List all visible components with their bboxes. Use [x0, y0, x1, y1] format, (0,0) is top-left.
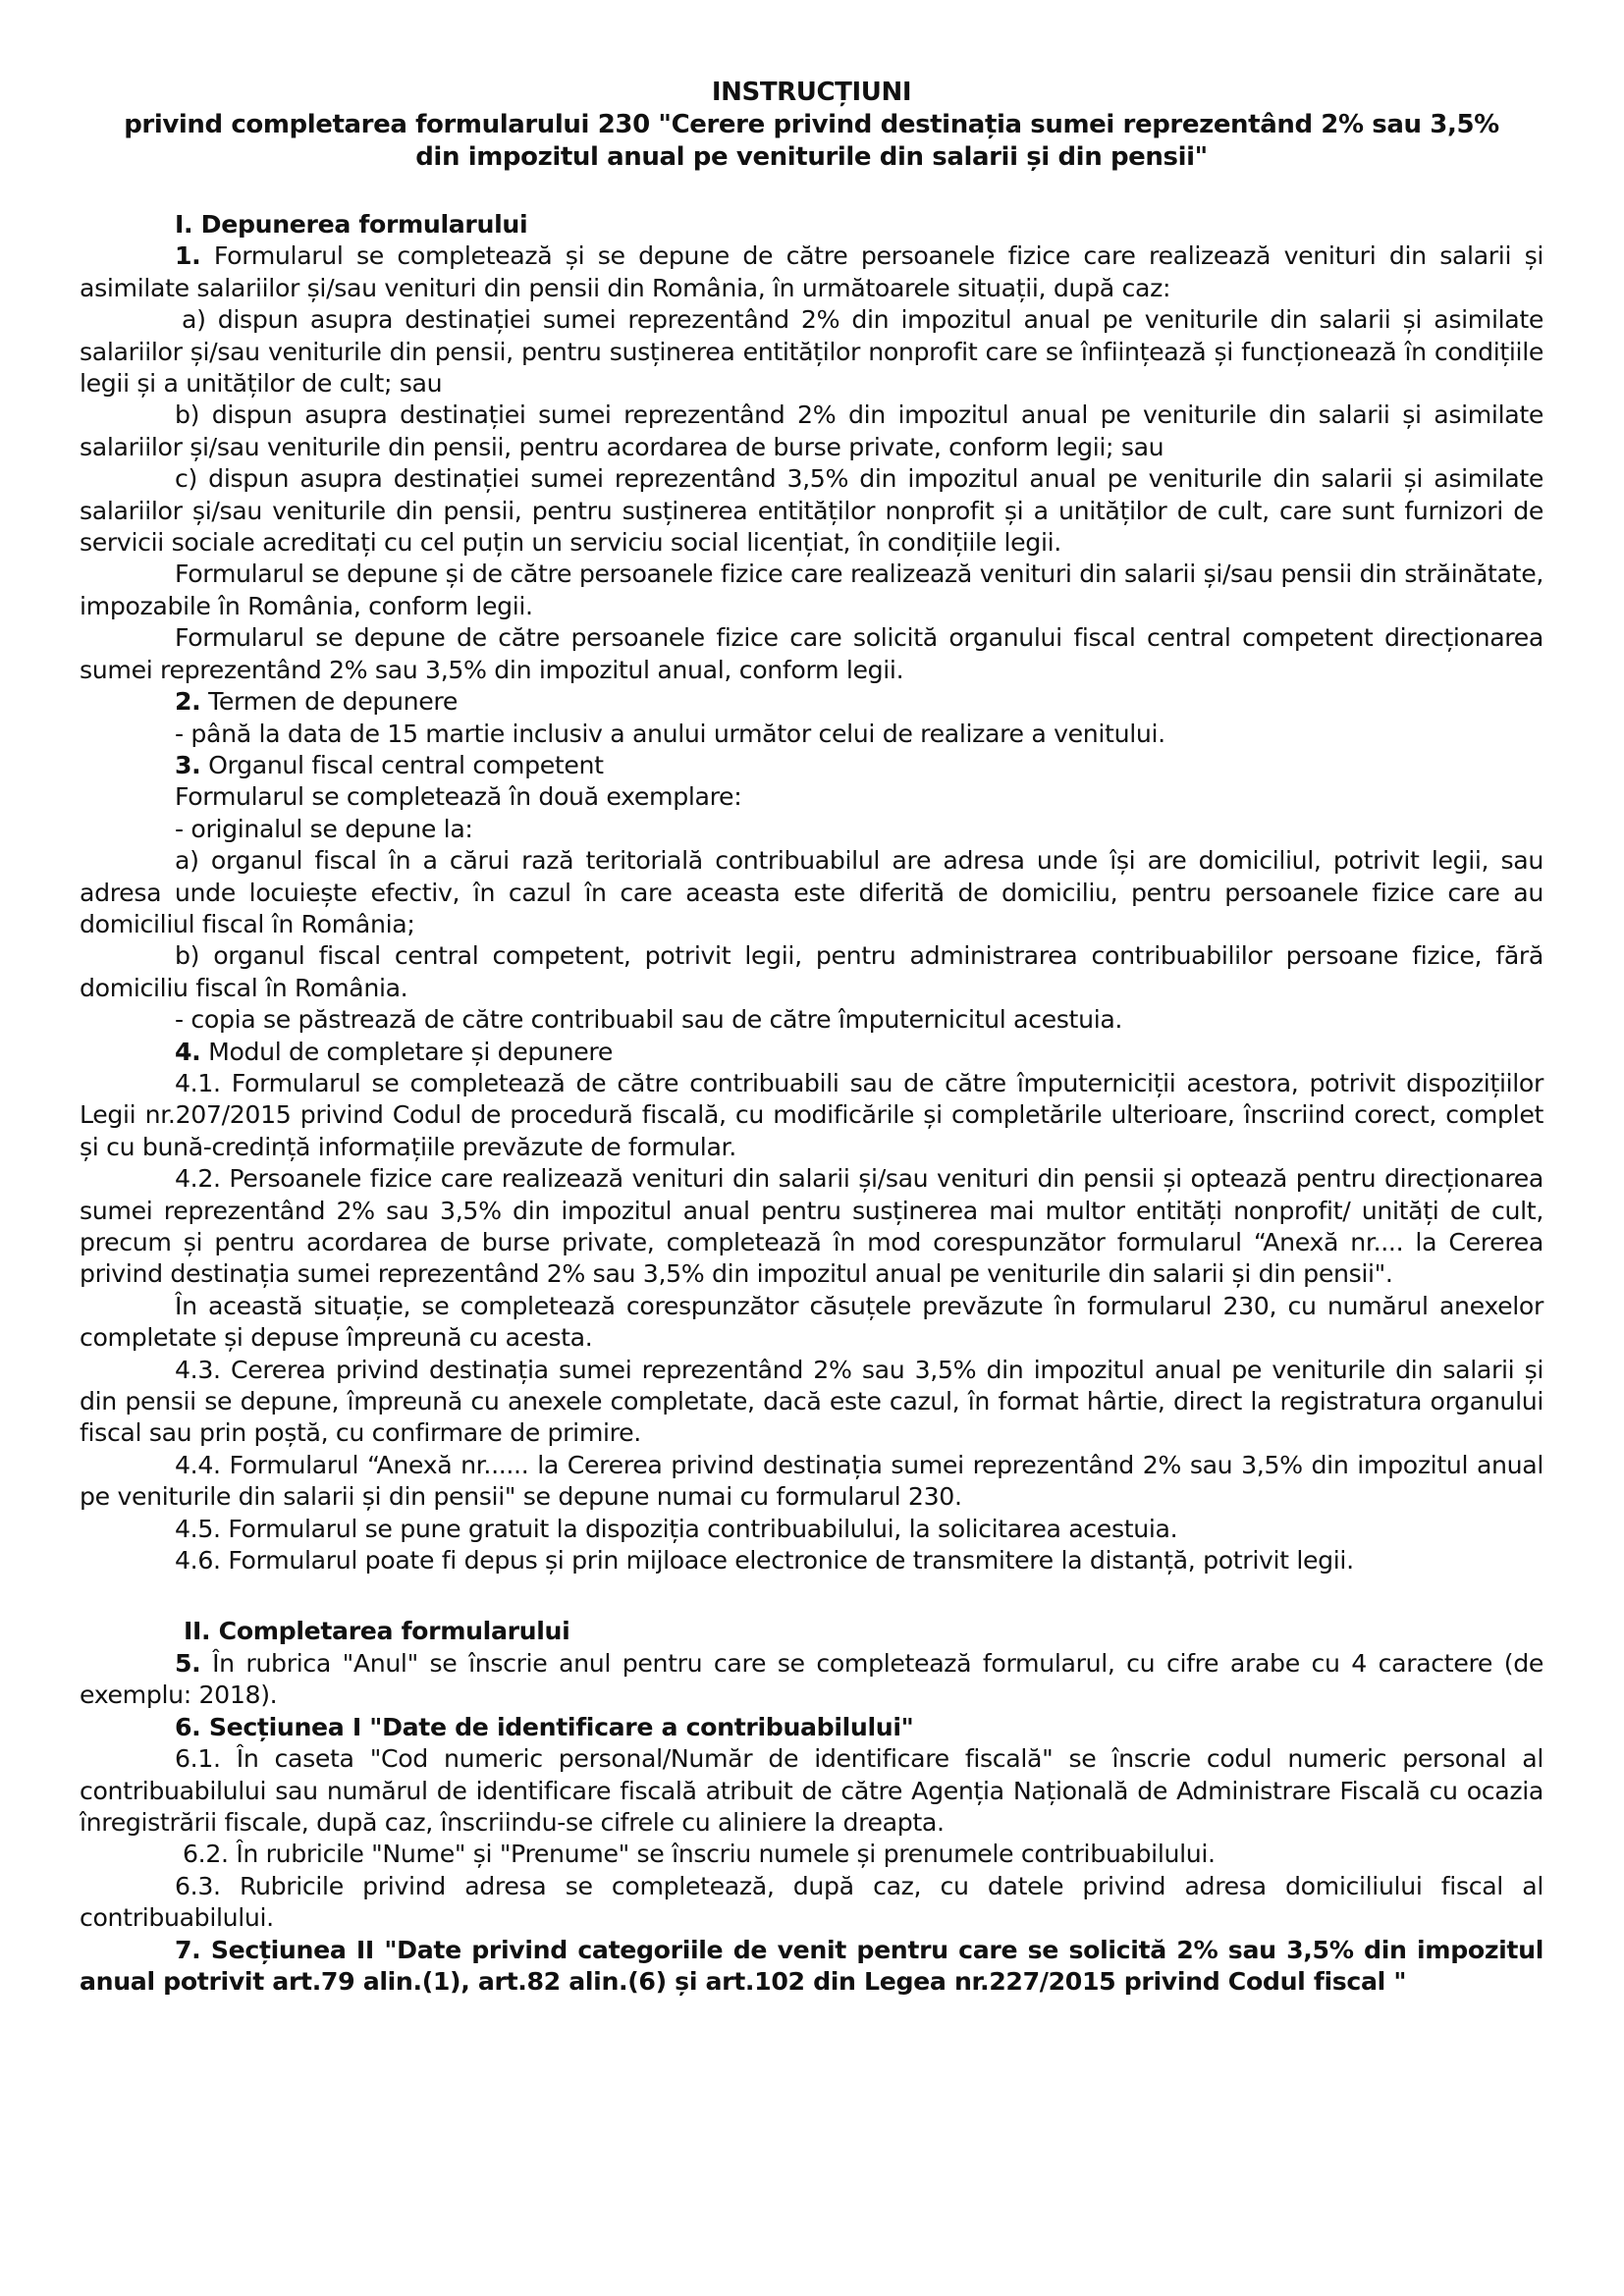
paragraph-4-2: 4.2. Persoanele fizice care realizează venituri din salarii și/sau venituri din pensii și optează pentru direcționarea sumei reprezentând 2% sau 3,5% din impozitul anual pentru susținerea mai multor entități nonprofit/ unități de cult, precum și pentru acordarea de burse private, completează în mod corespunzător formularul “Anexă nr.... la Cererea privind destinația sumei reprezentând 2% sau 3,5% din impozitul anual pe veniturile din salarii și din pensii". [80, 1164, 1543, 1289]
paragraph-7-heading: 7. Secțiunea II "Date privind categoriile de venit pentru care se solicită 2% sau 3,5% din impozitul anual potrivit art.79 alin.(1), art.82 alin.(6) și art.102 din Legea nr.227/2015 privind Codul fiscal " [80, 1935, 1543, 1996]
paragraph-3a: Formularul se completează în două exemplare: [175, 782, 742, 812]
paragraph-6-3: 6.3. Rubricile privind adresa se completează, după caz, cu datele privind adresa domiciliului fiscal al contribuabilului. [80, 1871, 1543, 1933]
paragraph-4-5: 4.5. Formularul se pune gratuit la dispoziția contribuabilului, la solicitarea acestuia. [175, 1514, 1178, 1543]
document-subtitle-line-2: din impozitul anual pe veniturile din salarii și din pensii" [415, 142, 1208, 172]
document-header [80, 77, 1543, 174]
paragraph-4-text: Modul de completare și depunere [200, 1037, 614, 1066]
paragraph-2-number: 2. [175, 687, 201, 717]
paragraph-1c: c) dispun asupra destinației sumei reprezentând 3,5% din impozitul anual pe veniturile din salarii și asimilate salariilor și/sau veniturile din pensii, pentru susținerea entităților nonprofit și a unităților de cult, care sunt furnizori de servicii sociale acreditați cu cel puțin un serviciu social licențiat, în condițiile legii. [80, 464, 1543, 558]
document-title: INSTRUCȚIUNI [711, 78, 912, 107]
paragraph-1d: Formularul se depune și de către persoanele fizice care realizează venituri din salarii și/sau pensii din străinătate, impozabile în România, conform legii. [80, 560, 1543, 620]
paragraph-4-2b: În această situație, se completează corespunzător căsuțele prevăzute în formularul 230, cu numărul anexelor completate și depuse împreună cu acesta. [80, 1291, 1543, 1353]
paragraph-1e: Formularul se depune de către persoanele fizice care solicită organului fiscal central competent direcționarea sumei reprezentând 2% sau 3,5% din impozitul anual, conform legii. [80, 623, 1543, 684]
section-spacer [80, 1576, 1543, 1616]
paragraph-5-text: În rubrica "Anul" se înscrie anul pentru care se completează formularul, cu cifre arabe cu 4 caractere (de exemplu: 2018). [80, 1648, 1543, 1710]
document-subtitle-line-1: privind completarea formularului 230 "Cerere privind destinația sumei reprezentând 2% sau 3,5% [124, 110, 1499, 139]
paragraph-4-6: 4.6. Formularul poate fi depus și prin mijloace electronice de transmitere la distanță, potrivit legii. [175, 1546, 1354, 1575]
paragraph-3 [80, 750, 1543, 781]
paragraph-6-heading: 6. Secțiunea I "Date de identificare a contribuabilului" [175, 1712, 914, 1741]
paragraph-4-3: 4.3. Cererea privind destinația sumei reprezentând 2% sau 3,5% din impozitul anual pe veniturile din salarii și din pensii se depune, împreună cu anexele completate, dacă este cazul, în format hârtie, direct la registratura organului fiscal sau prin poștă, cu confirmare de primire. [80, 1355, 1543, 1448]
paragraph-1-text: Formularul se completează și se depune de către persoanele fizice care realizează venituri din salarii și asimilate salariilor și/sau venituri din pensii din România, în următoarele situații, după caz: [80, 241, 1543, 302]
paragraph-1-number: 1. [175, 241, 201, 271]
paragraph-6-1: 6.1. În caseta "Cod numeric personal/Număr de identificare fiscală" se înscrie codul numeric personal al contribuabilului sau numărul de identificare fiscală atribuit de către Agenția Națională de Administrare Fiscală cu ocazia înregistrării fiscale, după caz, înscriindu-se cifrele cu aliniere la dreapta. [80, 1744, 1543, 1837]
document-page [80, 77, 1543, 1998]
paragraph-5 [80, 1648, 1543, 1712]
paragraph-6-2: 6.2. În rubricile "Nume" și "Prenume" se înscriu numele și prenumele contribuabilului. [183, 1840, 1216, 1869]
paragraph-3b: - originalul se depune la: [175, 814, 473, 843]
paragraph-5-number: 5. [175, 1648, 201, 1678]
paragraph-3e: - copia se păstrează de către contribuabil sau de către împuternicitul acestuia. [175, 1005, 1123, 1035]
paragraph-4 [80, 1037, 1543, 1068]
paragraph-4-1: 4.1. Formularul se completează de către contribuabili sau de către împuterniciții acestora, potrivit dispozițiilor Legii nr.207/2015 privind Codul de procedură fiscală, cu modificările și completările ulterioare, înscriind corect, complet și cu bună-credință informațiile prevăzute de formular. [80, 1068, 1543, 1161]
paragraph-2-text: Termen de depunere [200, 687, 458, 717]
section-1-heading: I. Depunerea formularului [175, 210, 528, 239]
paragraph-4-number: 4. [175, 1037, 201, 1066]
section-2-heading: II. Completarea formularului [184, 1617, 570, 1646]
paragraph-3d: b) organul fiscal central competent, potrivit legii, pentru administrarea contribuabililor persoane fizice, fără domiciliu fiscal în România. [80, 941, 1543, 1002]
paragraph-3-number: 3. [175, 750, 201, 779]
paragraph-1 [80, 240, 1543, 304]
paragraph-2a: - până la data de 15 martie inclusiv a anului următor celui de realizare a venitului. [175, 719, 1165, 748]
paragraph-3-text: Organul fiscal central competent [200, 750, 604, 779]
paragraph-1a: a) dispun asupra destinației sumei reprezentând 2% din impozitul anual pe veniturile din salarii și asimilate salariilor și/sau veniturile din pensii, pentru susținerea entităților nonprofit care se înființează și funcționează în condițiile legii și a unităților de cult; sau [80, 305, 1543, 399]
paragraph-2 [80, 686, 1543, 718]
paragraph-3c: a) organul fiscal în a cărui rază teritorială contribuabilul are adresa unde își are domiciliul, potrivit legii, sau adresa unde locuiește efectiv, în cazul în care aceasta este diferită de domiciliu, pentru persoanele fizice care au domiciliul fiscal în România; [80, 846, 1543, 938]
paragraph-1b: b) dispun asupra destinației sumei reprezentând 2% din impozitul anual pe veniturile din salarii și asimilate salariilor și/sau veniturile din pensii, pentru acordarea de burse private, conform legii; sau [80, 400, 1543, 461]
paragraph-4-4: 4.4. Formularul “Anexă nr...... la Cererea privind destinația sumei reprezentând 2% sau 3,5% din impozitul anual pe veniturile din salarii și din pensii" se depune numai cu formularul 230. [80, 1450, 1543, 1512]
